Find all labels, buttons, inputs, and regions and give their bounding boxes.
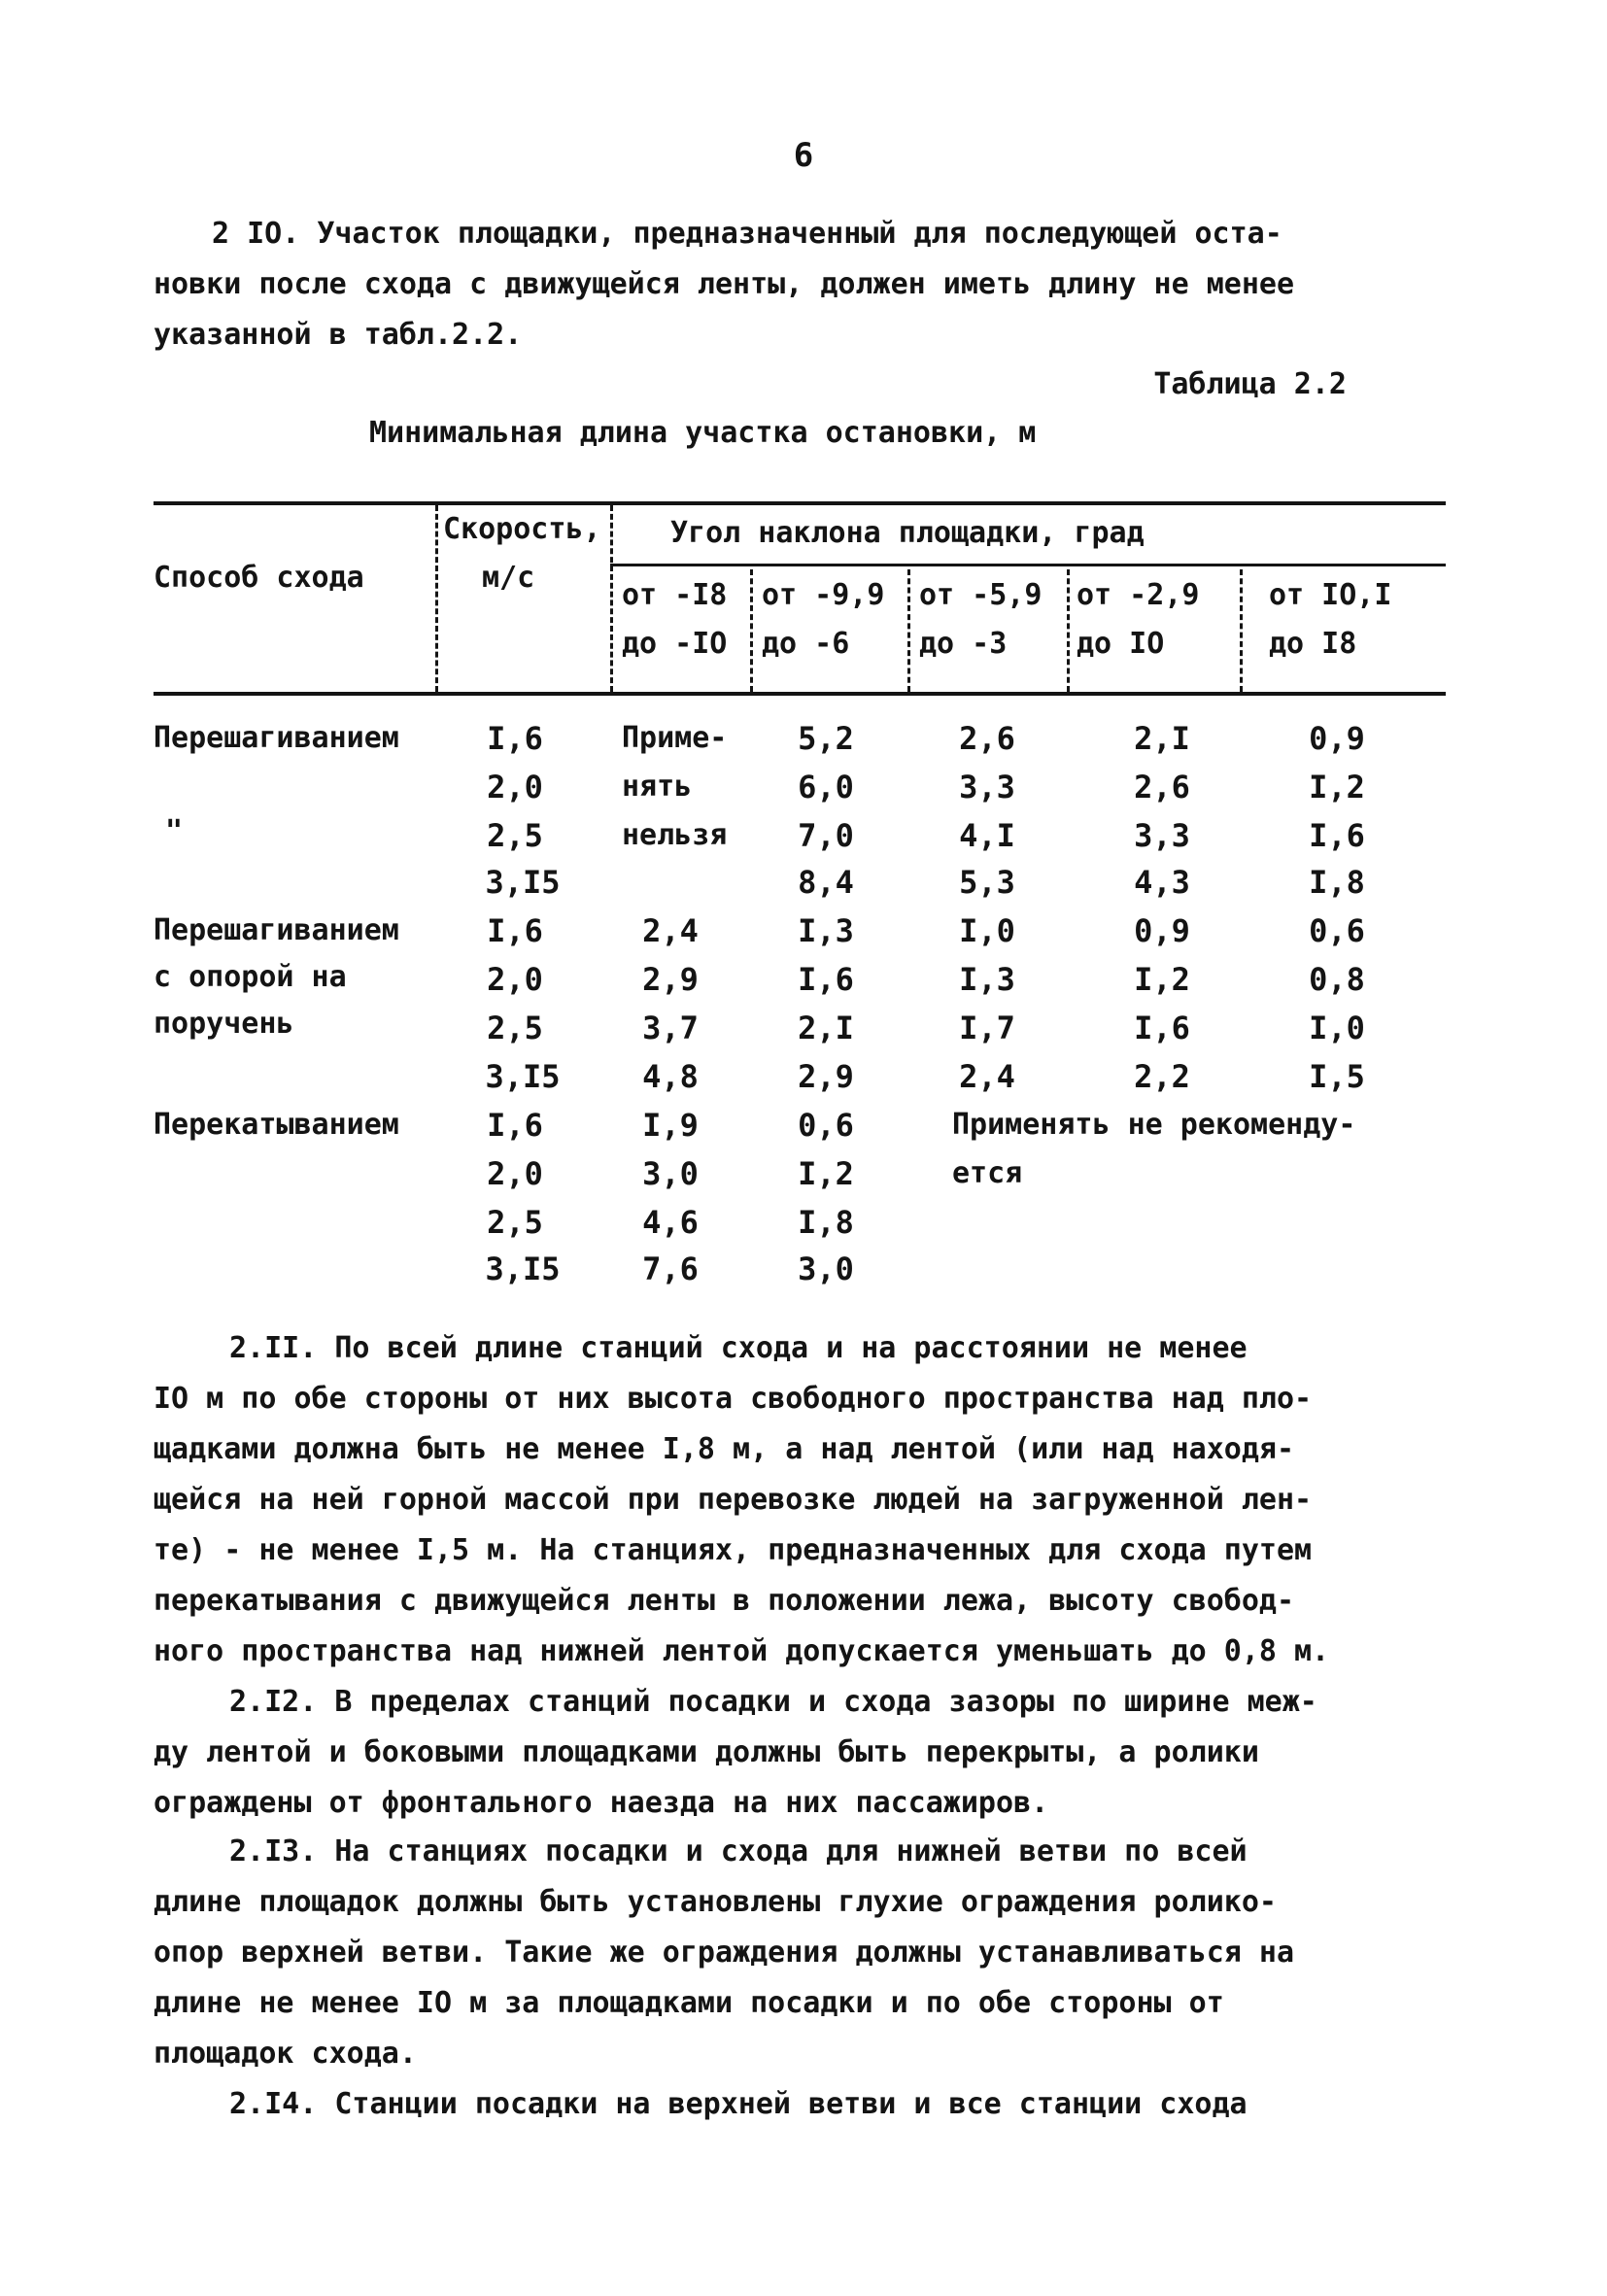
speed-cell: I,6 bbox=[487, 1107, 543, 1144]
text-line: те) - не менее I,5 м. На станциях, предназначенных для схода путем bbox=[154, 1533, 1313, 1567]
speed-cell: 3,I5 bbox=[485, 1058, 561, 1095]
header-range-4-line2: до IO bbox=[1077, 627, 1165, 661]
value-cell: 0,8 bbox=[1309, 961, 1365, 998]
paragraph-2-12 bbox=[154, 1677, 1446, 1829]
method-label: поручень bbox=[154, 1007, 294, 1041]
value-cell: I,6 bbox=[1134, 1010, 1190, 1046]
text-line: площадок схода. bbox=[154, 2037, 417, 2071]
value-cell: 6,0 bbox=[798, 769, 854, 805]
value-cell: 7,0 bbox=[798, 817, 854, 854]
speed-cell: 2,0 bbox=[487, 1155, 543, 1192]
text-line: 2.II. По всей длине станций схода и на расстоянии не менее bbox=[229, 1331, 1248, 1365]
header-range-1-line1: от -I8 bbox=[622, 578, 728, 612]
table-top-rule bbox=[154, 501, 1446, 505]
header-method: Способ схода bbox=[154, 561, 364, 595]
paragraph-2-14 bbox=[154, 2079, 1446, 2130]
value-cell: 0,6 bbox=[1309, 912, 1365, 949]
paragraph-2-11 bbox=[154, 1323, 1446, 1677]
value-cell: I,8 bbox=[1309, 864, 1365, 901]
value-cell: 4,I bbox=[959, 817, 1015, 854]
not-recommended-note: Применять не рекоменду- bbox=[952, 1108, 1356, 1142]
text-line: 2.I4. Станции посадки на верхней ветви и все станции схода bbox=[229, 2087, 1248, 2121]
header-separator bbox=[907, 569, 910, 692]
header-speed-line1: Скорость, bbox=[443, 512, 601, 546]
not-recommended-note: ется bbox=[952, 1156, 1023, 1190]
not-applicable-note: нельзя bbox=[622, 818, 728, 852]
value-cell: 0,9 bbox=[1309, 720, 1365, 757]
header-range-3-line2: до -3 bbox=[919, 627, 1008, 661]
value-cell: 7,6 bbox=[642, 1251, 699, 1287]
value-cell: I,0 bbox=[1309, 1010, 1365, 1046]
header-separator bbox=[610, 505, 613, 692]
value-cell: 3,0 bbox=[642, 1155, 699, 1192]
value-cell: 2,9 bbox=[642, 961, 699, 998]
value-cell: 3,0 bbox=[798, 1251, 854, 1287]
header-range-4-line1: от -2,9 bbox=[1077, 578, 1200, 612]
header-range-2-line1: от -9,9 bbox=[762, 578, 885, 612]
value-cell: 4,6 bbox=[642, 1204, 699, 1241]
value-cell: 4,3 bbox=[1134, 864, 1190, 901]
value-cell: 5,3 bbox=[959, 864, 1015, 901]
text-line: опор верхней ветви. Такие же ограждения должны устанавливаться на bbox=[154, 1936, 1294, 1970]
speed-cell: 2,0 bbox=[487, 961, 543, 998]
header-range-1-line2: до -IO bbox=[622, 627, 728, 661]
value-cell: 0,9 bbox=[1134, 912, 1190, 949]
text-line: новки после схода с движущейся ленты, должен иметь длину не менее bbox=[154, 267, 1294, 301]
text-line: ограждены от фронтального наезда на них пассажиров. bbox=[154, 1786, 1049, 1820]
value-cell: I,2 bbox=[1134, 961, 1190, 998]
value-cell: 2,I bbox=[1134, 720, 1190, 757]
page-number: 6 bbox=[793, 136, 814, 175]
speed-cell: 3,I5 bbox=[485, 1251, 561, 1287]
method-label: Перешагиванием bbox=[154, 913, 399, 947]
header-range-2-line2: до -6 bbox=[762, 627, 850, 661]
value-cell: 2,4 bbox=[959, 1058, 1015, 1095]
value-cell: 3,7 bbox=[642, 1010, 699, 1046]
method-group-1 bbox=[154, 715, 399, 855]
table-label: Таблица 2.2 bbox=[1153, 367, 1347, 401]
text-line: 2.I3. На станциях посадки и схода для нижней ветви по всей bbox=[229, 1834, 1248, 1868]
value-cell: I,2 bbox=[1309, 769, 1365, 805]
header-speed-line2: м/с bbox=[482, 561, 535, 595]
method-group-2 bbox=[154, 908, 399, 1047]
method-label: Перекатыванием bbox=[154, 1108, 399, 1142]
text-line: 2.I2. В пределах станций посадки и схода зазоры по ширине меж- bbox=[229, 1685, 1317, 1719]
value-cell: I,6 bbox=[1309, 817, 1365, 854]
method-label: Перешагиванием bbox=[154, 721, 399, 755]
speed-cell: 2,0 bbox=[487, 769, 543, 805]
speed-cell: I,6 bbox=[487, 720, 543, 757]
header-range-5-line2: до I8 bbox=[1269, 627, 1357, 661]
value-cell: 5,2 bbox=[798, 720, 854, 757]
value-cell: 2,9 bbox=[798, 1058, 854, 1095]
value-cell: I,3 bbox=[798, 912, 854, 949]
speed-cell: 2,5 bbox=[487, 1010, 543, 1046]
value-cell: 2,6 bbox=[1134, 769, 1190, 805]
text-line: ду лентой и боковыми площадками должны быть перекрыты, а ролики bbox=[154, 1735, 1259, 1769]
value-cell: 3,3 bbox=[959, 769, 1015, 805]
method-label: с опорой на bbox=[154, 960, 347, 994]
value-cell: 2,2 bbox=[1134, 1058, 1190, 1095]
value-cell: 8,4 bbox=[798, 864, 854, 901]
value-cell: 0,6 bbox=[798, 1107, 854, 1144]
speed-cell: I,6 bbox=[487, 912, 543, 949]
header-separator bbox=[1067, 569, 1070, 692]
text-line: длине площадок должны быть установлены глухие ограждения ролико- bbox=[154, 1885, 1277, 1919]
speed-cell: 2,5 bbox=[487, 817, 543, 854]
speed-cell: 3,I5 bbox=[485, 864, 561, 901]
value-cell: I,2 bbox=[798, 1155, 854, 1192]
text-line: длине не менее IO м за площадками посадки и по обе стороны от bbox=[154, 1986, 1224, 2020]
header-separator bbox=[1240, 569, 1243, 692]
header-range-5-line1: от IO,I bbox=[1269, 578, 1392, 612]
value-cell: I,8 bbox=[798, 1204, 854, 1241]
value-cell: 2,6 bbox=[959, 720, 1015, 757]
value-cell: 4,8 bbox=[642, 1058, 699, 1095]
header-separator bbox=[750, 569, 753, 692]
text-line: 2 IO. Участок площадки, предназначенный для последующей оста- bbox=[212, 217, 1282, 251]
text-line: щейся на ней горной массой при перевозке людей на загруженной лен- bbox=[154, 1483, 1313, 1517]
value-cell: 2,I bbox=[798, 1010, 854, 1046]
text-line: перекатывания с движущейся ленты в положении лежа, высоту свобод- bbox=[154, 1584, 1294, 1618]
paragraph-2-13 bbox=[154, 1827, 1446, 2079]
header-range-3-line1: от -5,9 bbox=[919, 578, 1043, 612]
angle-header-rule bbox=[610, 564, 1446, 566]
text-line: IO м по обе стороны от них высота свободного пространства над пло- bbox=[154, 1382, 1313, 1416]
text-line: ного пространства над нижней лентой допускается уменьшать до 0,8 м. bbox=[154, 1634, 1330, 1668]
text-line: щадками должна быть не менее I,8 м, а над лентой (или над находя- bbox=[154, 1432, 1294, 1466]
speed-cell: 2,5 bbox=[487, 1204, 543, 1241]
value-cell: I,7 bbox=[959, 1010, 1015, 1046]
table-title: Минимальная длина участка остановки, м bbox=[369, 416, 1037, 450]
header-angle: Угол наклона площадки, град bbox=[670, 516, 1145, 550]
value-cell: I,3 bbox=[959, 961, 1015, 998]
text-line: указанной в табл.2.2. bbox=[154, 318, 523, 352]
value-cell: I,9 bbox=[642, 1107, 699, 1144]
value-cell: 3,3 bbox=[1134, 817, 1190, 854]
method-group-3 bbox=[154, 1102, 399, 1148]
value-cell: 2,4 bbox=[642, 912, 699, 949]
ditto-mark: " bbox=[165, 814, 184, 848]
value-cell: I,5 bbox=[1309, 1058, 1365, 1095]
paragraph-2-10 bbox=[154, 209, 1426, 360]
value-cell: I,0 bbox=[959, 912, 1015, 949]
not-applicable-note: нять bbox=[622, 770, 693, 804]
not-applicable-note: Приме- bbox=[622, 721, 728, 755]
value-cell: I,6 bbox=[798, 961, 854, 998]
header-separator bbox=[435, 505, 438, 692]
header-bottom-rule bbox=[154, 692, 1446, 696]
